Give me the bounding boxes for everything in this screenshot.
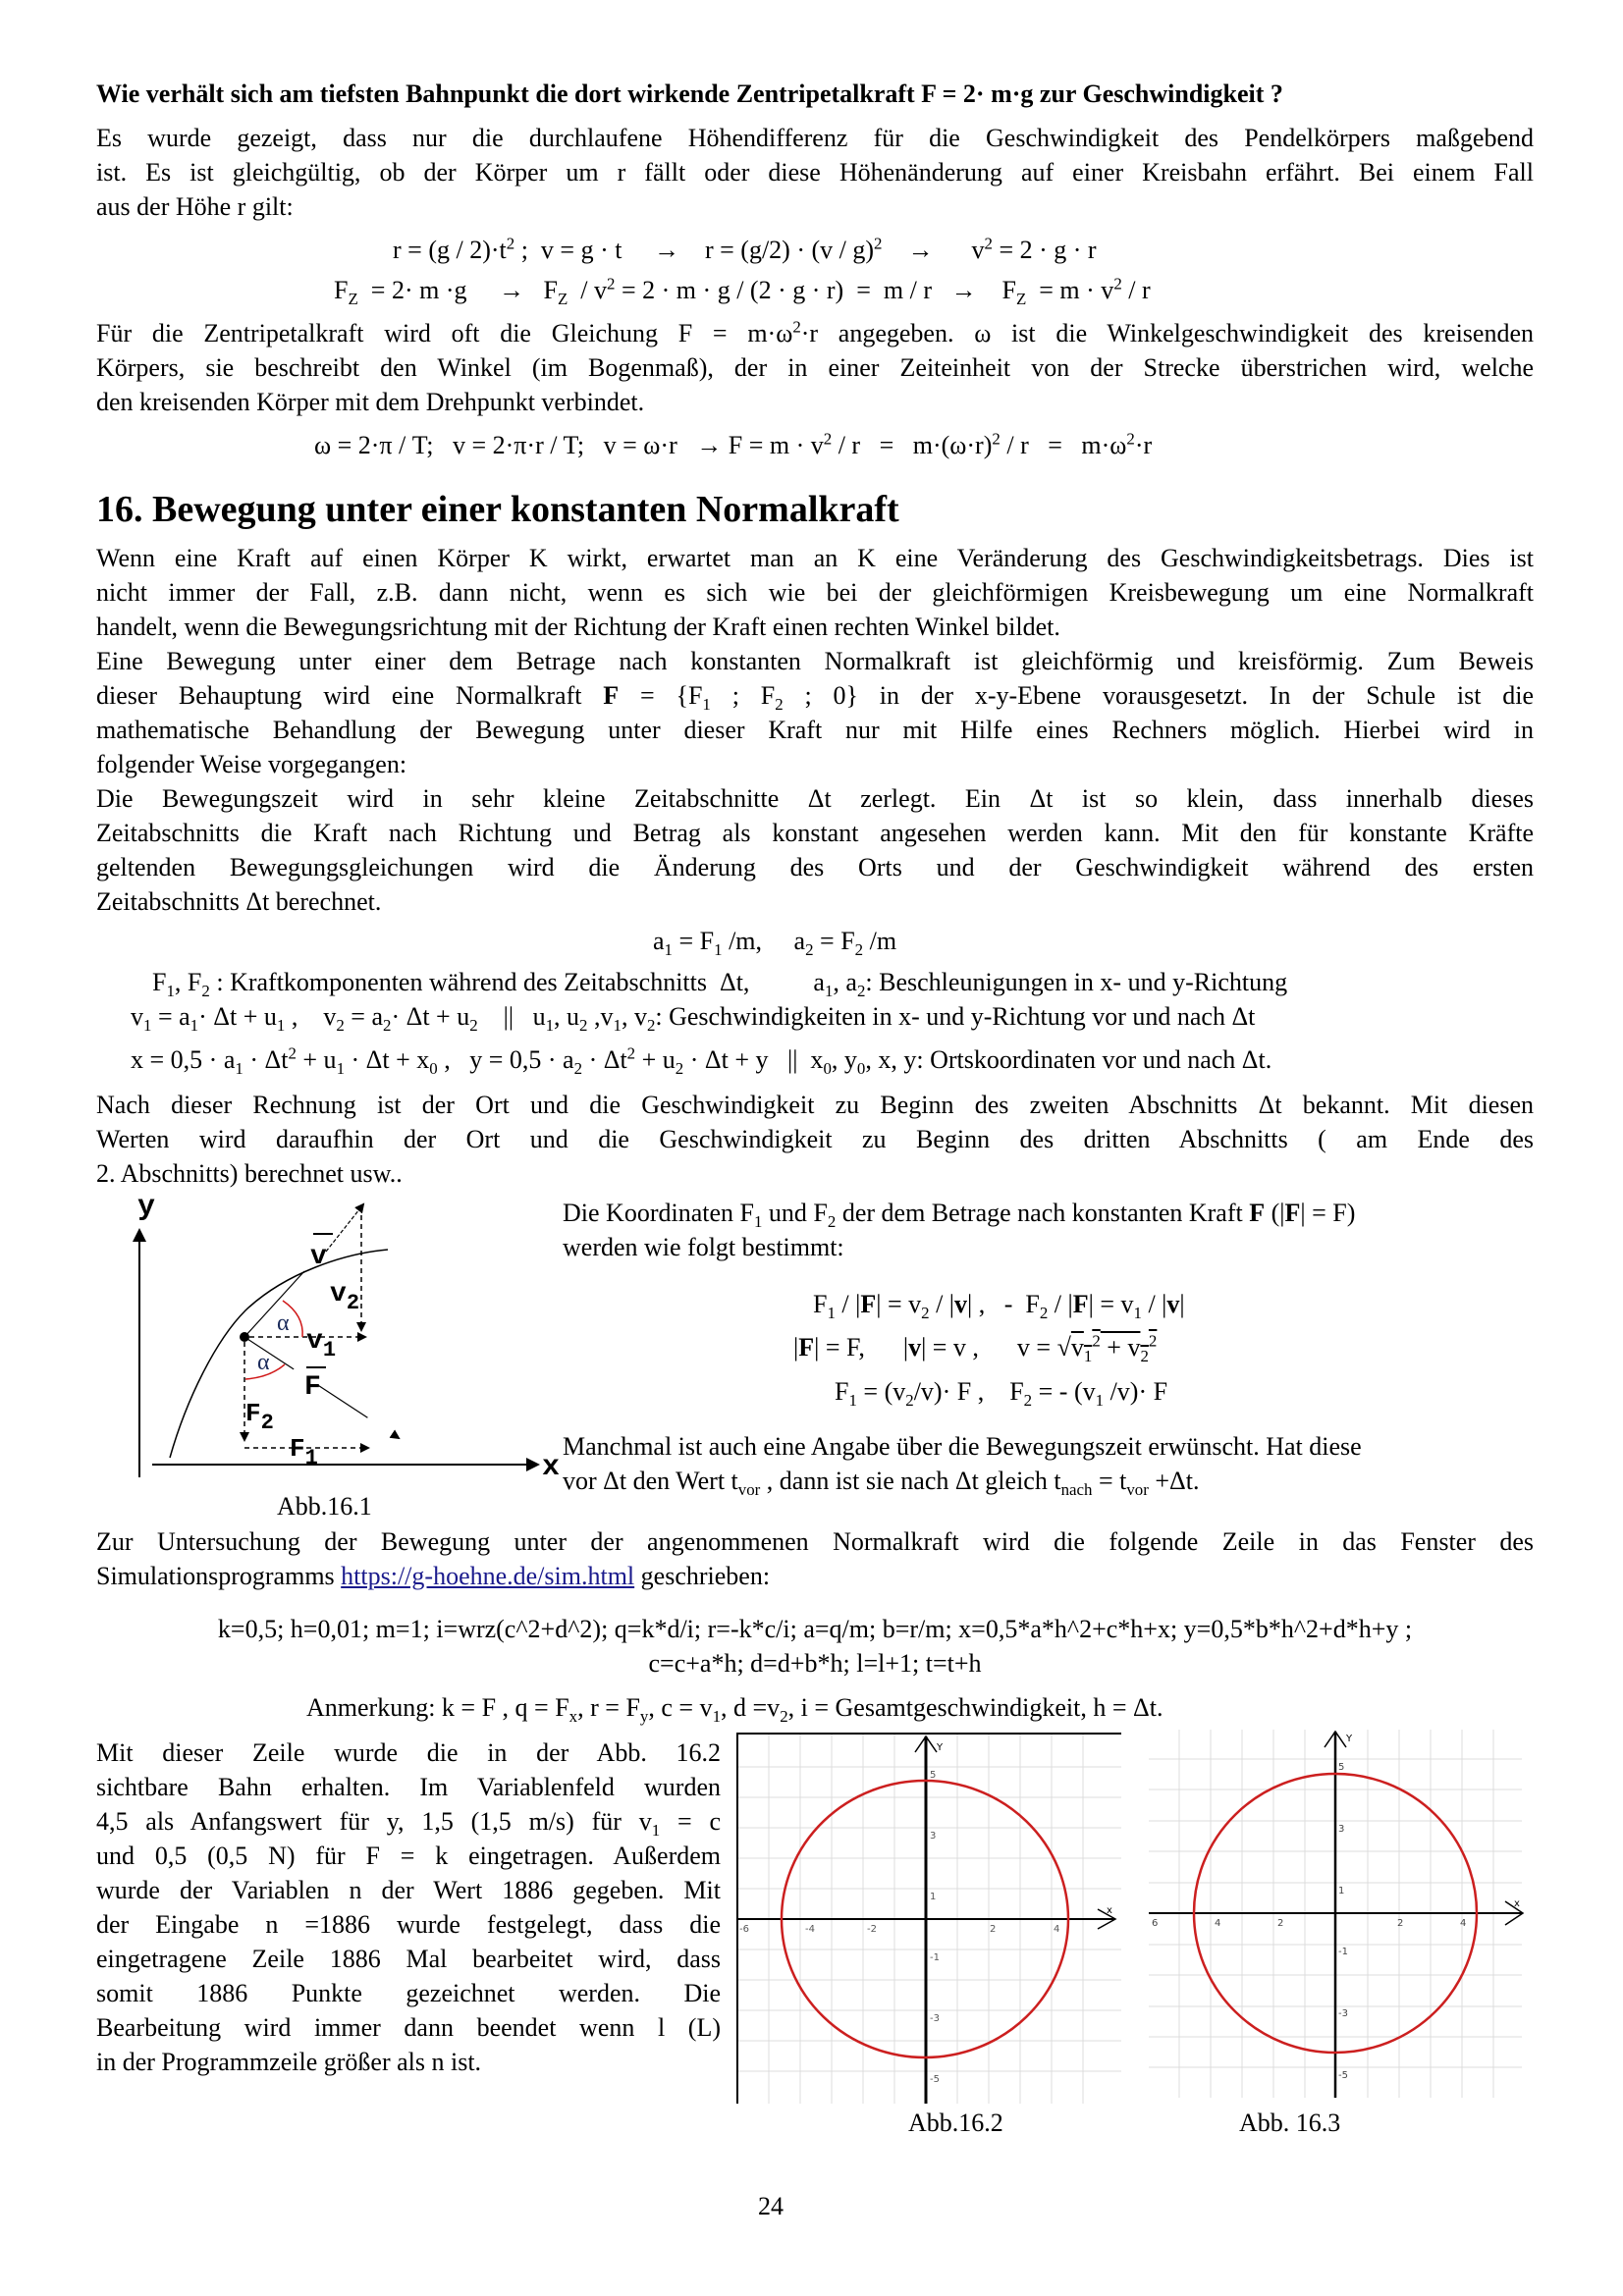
- svg-text:1: 1: [930, 1892, 937, 1902]
- equation-angular-velocity: ω = 2·π / T; v = 2·π·r / T; $v = \omega\cdot r \to F = m \cdot v^2 / r = m\cdot(\omega\cdot r)^2 / r = m\cdot\omega^2\cdot r$: [314, 429, 1153, 459]
- x-axis-label: x: [542, 1451, 560, 1484]
- text-line: Die Bewegungszeit wird in sehr kleine Zeitabschnitte Δt zerlegt. Ein Δt ist so klein, dass innerhalb dieses: [96, 784, 1534, 813]
- text-line: aus der Höhe r gilt:: [96, 192, 294, 221]
- y-axis-label: Y: [1346, 1734, 1353, 1744]
- v-vector-label: v: [310, 1242, 327, 1272]
- velocity-vector: [326, 1204, 363, 1252]
- svg-text:-2: -2: [867, 1924, 877, 1935]
- question-heading: Wie verhält sich am tiefsten Bahnpunkt die dort wirkende Zentripetalkraft F = 2· m·g zur Geschwindigkeit ?: [96, 80, 1283, 108]
- svg-text:-1: -1: [1338, 1947, 1348, 1957]
- equation-legend-forces: $F_1$, $F_2$ : Kraftkomponenten während des Zeitabschnitts Δt, $a_1$, $a_2$: Beschleunigungen in x- und y-Richtung: [152, 968, 1288, 1001]
- text-line: Eine Bewegung unter einer dem Betrage nach konstanten Normalkraft ist gleichförmig und kreisförmig. Zum Beweis: [96, 647, 1534, 675]
- svg-text:-3: -3: [1338, 2008, 1348, 2019]
- svg-text:-5: -5: [930, 2074, 940, 2085]
- simulation-code: [96, 1612, 1534, 1681]
- text-line: Die Koordinaten $F_1$ und $F_2$ der dem Betrage nach konstanten Kraft F (|F| = F): [563, 1199, 1356, 1232]
- alpha-label-2: α: [257, 1350, 270, 1375]
- svg-text:4: 4: [1215, 1918, 1221, 1929]
- f2-label: $F_2$: [245, 1399, 274, 1435]
- text-line: wurde der Variablen n der Wert 1886 gegeben. Mit: [96, 1876, 721, 1904]
- trajectory-curve: [170, 1250, 388, 1458]
- simulation-link[interactable]: https://g-hoehne.de/sim.html: [341, 1562, 635, 1590]
- f1-label: $F_1$: [290, 1434, 318, 1470]
- text-line: werden wie folgt bestimmt:: [563, 1233, 844, 1261]
- svg-text:3: 3: [1338, 1824, 1345, 1835]
- text-line: Es wurde gezeigt, dass nur die durchlaufene Höhendifferenz für die Geschwindigkeit des Pendelkörpers maßgebend: [96, 124, 1534, 152]
- coords-intro: [563, 1196, 1535, 1264]
- section-title: 16. Bewegung unter einer konstanten Normalkraft: [96, 489, 899, 530]
- alpha-label-1: α: [277, 1310, 290, 1336]
- text-line: folgender Weise vorgegangen:: [96, 750, 407, 778]
- text-line: 4,5 als Anfangswert für y, 1,5 (1,5 m/s) für $v_1 = c$: [96, 1807, 721, 1841]
- text-line: und 0,5 (0,5 N) für F = k eingetragen. Außerdem: [96, 1842, 721, 1870]
- svg-text:-6: -6: [739, 1924, 749, 1935]
- time-paragraph: [563, 1429, 1535, 1498]
- svg-text:5: 5: [930, 1770, 937, 1781]
- svg-text:-3: -3: [930, 2013, 940, 2024]
- tick-labels: [1152, 1762, 1466, 2081]
- text-line: der Eingabe n =1886 wurde festgelegt, dass die: [96, 1910, 721, 1939]
- text-line: Zeitabschnitts die Kraft nach Richtung und Betrag als konstant angesehen werden kann. Mit den für konstante Kräfte: [96, 819, 1534, 847]
- svg-text:-1: -1: [930, 1952, 940, 1963]
- equation-centripetal: $F_Z = 2\cdot m \cdot g$ → $F_Z / v^2 = 2 \cdot m \cdot g / (2 \cdot g \cdot r) = m / r$ → $F_Z = m \cdot v^2 / r$: [334, 274, 1151, 309]
- page-number: 24: [758, 2192, 784, 2220]
- svg-text:4: 4: [1460, 1918, 1467, 1929]
- equation-position: $x = 0,5 \cdot a_1 \cdot \Delta t^2 + u_1 \cdot \Delta t + x_0$ , $y = 0,5 \cdot a_2 \cdot \Delta t^2 + u_2 \cdot \Delta t + y$ || $x_0$, $y_0$, x, y: Ortskoordinaten vor und nach Δt.: [131, 1043, 1272, 1079]
- text-line: Für die Zentripetalkraft wird oft die Gleichung $F = m\cdot\omega^2\cdot r$ angegeben. ω ist die Winkelgeschwindigkeit des kreisenden: [96, 317, 1534, 347]
- equation-free-fall: $r = (g / 2)\cdot t^2$ ; v = g · t → r = (g/2) · (v / g)$^2$ → $v^2 = 2 \cdot g \cdot r$: [393, 234, 1097, 264]
- result-paragraph: [96, 1735, 721, 2079]
- force-decomposition-diagram: [108, 1193, 560, 1526]
- simulation-note: Anmerkung: k = F , $q = F_x$, $r = F_y$, $c = v_1$, $d =v_2$, i = Gesamtgeschwindigkeit, h = Δt.: [306, 1693, 1163, 1727]
- text-line: ist. Es ist gleichgültig, ob der Körper um r fällt oder diese Höhenänderung auf einer Kreisbahn erfährt. Bei einem Fall: [96, 158, 1534, 187]
- text-line: [96, 1559, 1534, 1593]
- x-axis-label: x: [1107, 1905, 1112, 1916]
- text-line: somit 1886 Punkte gezeichnet werden. Die: [96, 1979, 721, 2007]
- figure-16-3: [1144, 1730, 1529, 2103]
- text-line: nicht immer der Fall, z.B. dann nicht, wenn es sich wie bei der gleichförmigen Kreisbewegung um eine Normalkraft: [96, 578, 1534, 607]
- text-line: eingetragene Zeile 1886 Mal bearbeitet wird, dass: [96, 1945, 721, 1973]
- svg-text:3: 3: [930, 1831, 937, 1842]
- code-line-2: c=c+a*h; d=d+b*h; l=l+1; t=t+h: [648, 1649, 982, 1678]
- text-line: dieser Behauptung wird eine Normalkraft $F = \{F_1$ ; $F_2$ ; 0} in der x-y-Ebene vorausgesetzt. In der Schule ist die: [96, 681, 1534, 715]
- svg-text:5: 5: [1338, 1762, 1345, 1773]
- text-line: geltenden Bewegungsgleichungen wird die Änderung des Orts und der Geschwindigkeit während des ersten: [96, 853, 1534, 881]
- svg-text:4: 4: [1054, 1924, 1060, 1935]
- y-axis-label: Y: [937, 1742, 944, 1753]
- section-paragraph-1: [96, 541, 1534, 919]
- svg-text:-4: -4: [805, 1924, 815, 1935]
- svg-text:-5: -5: [1338, 2070, 1348, 2081]
- intro-suffix: geschrieben:: [634, 1562, 771, 1590]
- figure-16-2-caption: Abb.16.2: [908, 2109, 1003, 2137]
- text-line: Manchmal ist auch eine Angabe über die Bewegungszeit erwünscht. Hat diese: [563, 1432, 1362, 1461]
- text-line: Bearbeitung wird immer dann beendet wenn l (L): [96, 2013, 721, 2042]
- svg-text:2: 2: [990, 1924, 997, 1935]
- code-line-1: k=0,5; h=0,01; m=1; i=wrz(c^2+d^2); q=k*d/i; r=-k*c/i; a=q/m; b=r/m; x=0,5*a*h^2+c*h+x; y=0,5*b*h^2+d*h+y ;: [217, 1615, 1413, 1643]
- x-axis-label: x: [1514, 1898, 1520, 1909]
- trajectory-plot-16-2: [736, 1733, 1121, 2104]
- equation-force-components: $F_1 = (v_2/v)\cdot F$ , $F_2$ = - ($v_1$ /v)· F: [835, 1377, 1168, 1411]
- figure-16-1: [108, 1193, 560, 1526]
- equation-force-ratio: $F_1 / |F| = v_2 / |v|$ , - $F_2 / |F| = v_1 / |v|$: [813, 1290, 1185, 1323]
- tick-labels: [739, 1770, 1059, 2085]
- svg-text:2: 2: [1397, 1918, 1404, 1929]
- equation-magnitudes: |F| = F, |v| = v , $v = √v_1^2 + v_2^2$: [793, 1331, 1158, 1366]
- f-vector-label: F: [304, 1372, 321, 1403]
- figure-16-3-caption: Abb. 16.3: [1239, 2109, 1341, 2137]
- equation-acceleration: $a_1 = F_1$ /m, $a_2 = F_2$ /m: [653, 927, 897, 960]
- svg-text:2: 2: [1277, 1918, 1284, 1929]
- figure-16-2: [736, 1733, 1121, 2104]
- v1-label: $v_1$: [306, 1326, 337, 1362]
- text-line: Zur Untersuchung der Bewegung unter der angenommenen Normalkraft wird die folgende Zeile in das Fenster des: [96, 1527, 1534, 1556]
- text-line: den kreisenden Körper mit dem Drehpunkt verbindet.: [96, 388, 645, 416]
- figure-16-1-caption: Abb.16.1: [277, 1492, 372, 1521]
- text-line: Körpers, sie beschreibt den Winkel (im Bogenmaß), der in einer Zeiteinheit von der Strecke überstrichen wird, welche: [96, 353, 1534, 382]
- text-line: Werten wird daraufhin der Ort und die Geschwindigkeit zu Beginn des dritten Abschnitts ( am Ende des: [96, 1125, 1534, 1153]
- text-line: Mit dieser Zeile wurde die in der Abb. 16.2: [96, 1738, 721, 1767]
- intro-prefix: Simulationsprogramms: [96, 1562, 342, 1590]
- text-line: 2. Abschnitts) berechnet usw..: [96, 1159, 403, 1188]
- text-line: vor Δt den Wert $t_{vor}$ , dann ist sie nach Δt gleich $t_{nach} = t_{vor} +\Delta t$.: [563, 1467, 1200, 1500]
- text-line: Wenn eine Kraft auf einen Körper K wirkt, erwartet man an K eine Veränderung des Geschwindigkeitsbetrags. Dies ist: [96, 544, 1534, 572]
- section-paragraph-4: [96, 1088, 1534, 1191]
- text-line: handelt, wenn die Bewegungsrichtung mit der Richtung der Kraft einen rechten Winkel bildet.: [96, 613, 1060, 641]
- text-line: sichtbare Bahn erhalten. Im Variablenfeld wurden: [96, 1773, 721, 1801]
- trajectory-plot-16-3: [1144, 1730, 1529, 2103]
- intro-paragraph-2: [96, 316, 1534, 419]
- text-line: Zeitabschnitts Δt berechnet.: [96, 887, 382, 916]
- svg-text:1: 1: [1338, 1886, 1345, 1896]
- simulation-intro: [96, 1524, 1534, 1593]
- equation-velocity: $v_1 = a_1\cdot \Delta t + u_1$ , $v_2 = a_2\cdot \Delta t + u_2$ || $u_1$, $u_2$ $,v_1$, $v_2$: Geschwindigkeiten in x- und y-Richtung vor und nach Δt: [131, 1002, 1256, 1036]
- intro-paragraph-1: [96, 121, 1534, 224]
- text-line: in der Programmzeile größer als n ist.: [96, 2048, 482, 2076]
- v2-label: $v_2$: [330, 1279, 360, 1315]
- text-line: Nach dieser Rechnung ist der Ort und die Geschwindigkeit zu Beginn des zweiten Abschnitts Δt bekannt. Mit diesen: [96, 1091, 1534, 1119]
- text-line: mathematische Behandlung der Bewegung unter dieser Kraft nur mit Hilfe eines Rechners möglich. Hierbei wird in: [96, 716, 1534, 744]
- svg-text:6: 6: [1152, 1918, 1159, 1929]
- y-axis-label: y: [137, 1193, 156, 1224]
